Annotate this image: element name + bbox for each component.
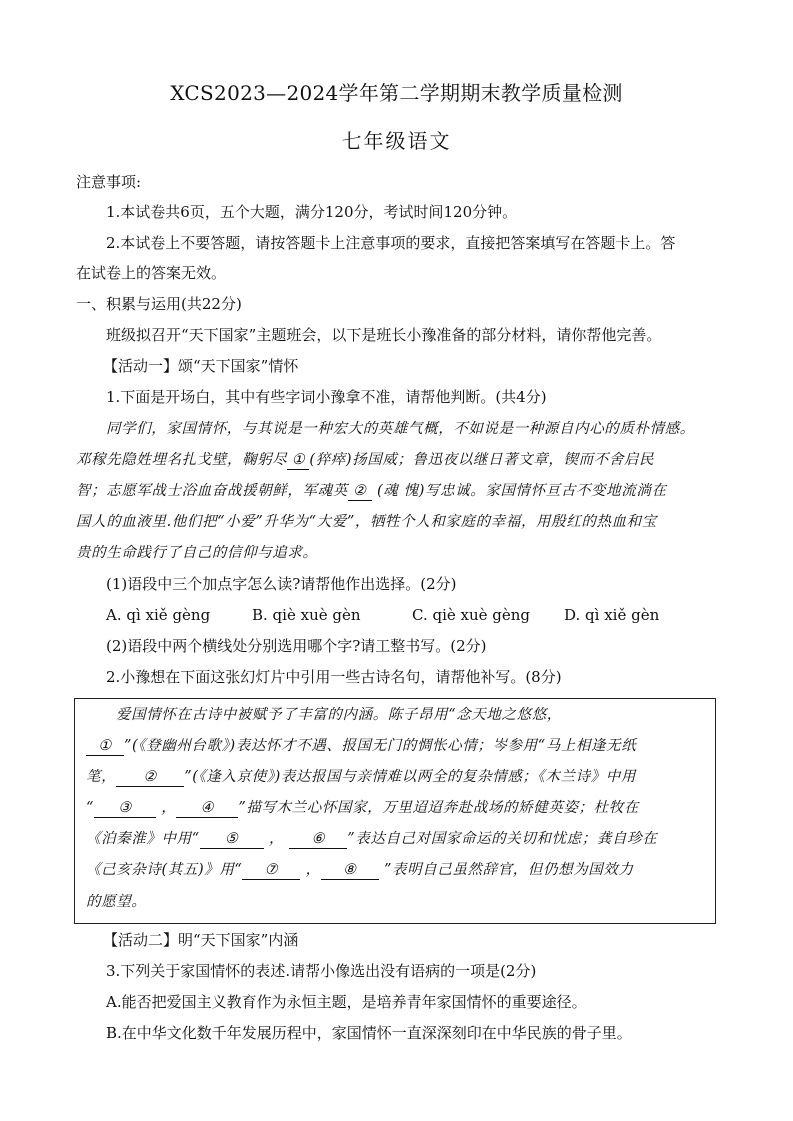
slide-text: ”(《登幽州台歌》)表达怀才不遇、报国无门的惆怅心情；岑参用“马上相逢无纸 bbox=[124, 738, 637, 754]
notice-item-2: 2.本试卷上不要答题，请按答题卡上注意事项的要求，直接把答案填写在答题卡上。答 bbox=[106, 234, 676, 252]
slide-text: ”描写木兰心怀国家，万里迢迢奔赴战场的矫健英姿；杜牧在 bbox=[238, 800, 639, 816]
slide-text: ”(《逢入京使》)表达报国与亲情难以两全的复杂情感；《木兰诗》中用 bbox=[184, 769, 636, 785]
slide-text: ， bbox=[305, 862, 321, 878]
passage-line-5: 贵的生命践行了自己的信仰与追求。 bbox=[76, 545, 318, 561]
passage-line-4: 国人的血液里.他们把“小爱”升华为“大爱”，牺牲个人和家庭的幸福，用殷红的热血和宝 bbox=[76, 514, 657, 530]
slide-text: ”表明自己虽然辞官，但仍想为国效力 bbox=[383, 862, 634, 878]
slide-line-2 bbox=[86, 736, 636, 756]
option-b: B. qiè xuè gèn bbox=[252, 606, 361, 624]
slide-blank-2: ② bbox=[116, 769, 184, 787]
question-3-option-b: B.在中华文化数千年发展历程中，家国情怀一直深深刻印在中华民族的骨子里。 bbox=[106, 1024, 632, 1042]
slide-line-4 bbox=[86, 798, 639, 818]
question-1-1-options bbox=[106, 605, 659, 625]
slide-text: 《己亥杂诗(其五)》用“ bbox=[86, 862, 243, 878]
slide-line-1: 爱国情怀在古诗中被赋予了丰富的内涵。陈子昂用“念天地之悠悠， bbox=[116, 707, 562, 723]
passage-text: 智；志愿军战士浴血奋战援朝鲜，军魂英 bbox=[76, 483, 348, 499]
slide-text: 笔， bbox=[86, 769, 117, 785]
option-a: A. qì xiě gèng bbox=[106, 606, 211, 624]
slide-text: 《泊秦淮》中用“ bbox=[86, 831, 200, 847]
slide-blank-8: ⑧ bbox=[321, 862, 379, 880]
slide-text: ， bbox=[268, 831, 285, 847]
section-1-heading: 一、积累与运用(共22分) bbox=[76, 295, 242, 313]
notice-item-2-cont: 在试卷上的答案无效。 bbox=[76, 264, 227, 282]
passage-blank-2: ② bbox=[348, 483, 372, 501]
question-3-option-a: A.能否把爱国主义教育作为永恒主题，是培养青年家国情怀的重要途径。 bbox=[106, 993, 587, 1011]
slide-line-7: 的愿望。 bbox=[86, 894, 147, 910]
question-2: 2.小豫想在下面这张幻灯片中引用一些古诗名句，请帮他补写。(8分) bbox=[106, 668, 562, 686]
slide-line-5 bbox=[86, 829, 657, 849]
passage-blank-1: ① bbox=[287, 452, 309, 470]
slide-text: ”表达自己对国家命运的关切和忧虑；龚自珍在 bbox=[347, 831, 658, 847]
activity-1-heading: 【活动一】颂“天下国家”情怀 bbox=[103, 357, 299, 375]
slide-blank-4: ④ bbox=[176, 800, 238, 818]
slide-line-3 bbox=[86, 767, 636, 787]
section-1-intro: 班级拟召开“天下国家”主题班会，以下是班长小豫准备的部分材料，请你帮他完善。 bbox=[106, 326, 662, 344]
question-1: 1.下面是开场白，其中有些字词小豫拿不准，请帮他判断。(共4分) bbox=[106, 388, 547, 406]
passage-text: (魂 愧)写忠诚。家国情怀亘古不变地流淌在 bbox=[377, 483, 667, 499]
slide-line-6 bbox=[86, 860, 634, 880]
question-1-2: (2)语段中两个横线处分别选用哪个字?请工整书写。(2分) bbox=[106, 637, 487, 655]
exam-title: XCS2023—2024学年第二学期期末教学质量检测 bbox=[170, 81, 623, 105]
passage-line-3 bbox=[76, 481, 667, 501]
passage-text: 邓稼先隐姓埋名扎戈壁，鞠躬尽 bbox=[76, 452, 288, 468]
slide-blank-3: ③ bbox=[94, 800, 156, 818]
question-3: 3.下列关于家国情怀的表述.请帮小像选出没有语病的一项是(2分) bbox=[106, 962, 537, 980]
question-1-1: (1)语段中三个加点字怎么读?请帮他作出选择。(2分) bbox=[106, 575, 457, 593]
passage-text: (猝瘁)扬国威；鲁迅夜以继日著文章，锲而不舍启民 bbox=[309, 452, 655, 468]
slide-blank-6: ⑥ bbox=[289, 831, 347, 849]
notice-item-1: 1.本试卷共6页，五个大题，满分120分，考试时间120分钟。 bbox=[106, 203, 518, 221]
exam-subtitle: 七年级语文 bbox=[341, 129, 452, 153]
option-d: D. qì xiě gèn bbox=[564, 606, 660, 624]
slide-text: ， bbox=[161, 800, 177, 816]
activity-2-heading: 【活动二】明“天下国家”内涵 bbox=[103, 931, 299, 949]
passage-line-1: 同学们，家国情怀，与其说是一种宏大的英雄气概，不如说是一种源自内心的质朴情感。 bbox=[106, 421, 695, 437]
slide-blank-1: ① bbox=[86, 738, 124, 756]
slide-blank-7: ⑦ bbox=[242, 862, 300, 880]
slide-text: “ bbox=[86, 800, 95, 816]
passage-line-2 bbox=[76, 450, 654, 470]
notice-heading: 注意事项: bbox=[76, 173, 142, 191]
slide-blank-5: ⑤ bbox=[200, 831, 264, 849]
option-c: C. qiè xuè gèng bbox=[412, 606, 531, 624]
